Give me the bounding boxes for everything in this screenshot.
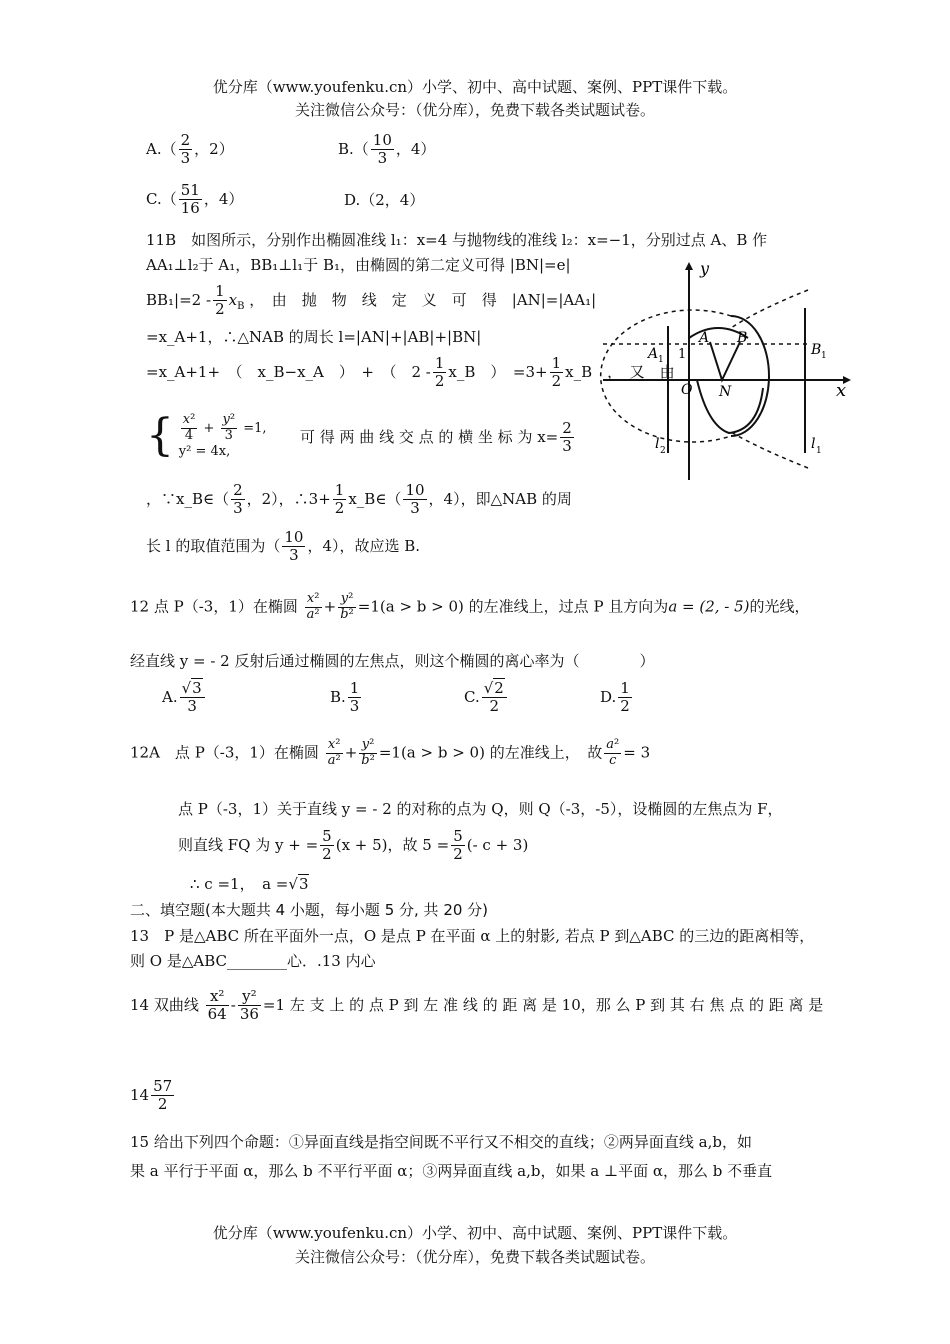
q15-line1: 15 给出下列四个命题：①异面直线是指空间既不平行又不相交的直线；②两异面直线 a,b，如 bbox=[130, 1133, 752, 1151]
section-two-heading: 二、填空题(本大题共 4 小题，每小题 5 分, 共 20 分) bbox=[130, 901, 489, 919]
label-A: A bbox=[699, 330, 710, 346]
sol11-line8: 长 l 的取值范围为（ $\frac{10}{3}$ ，4），故应选 B. bbox=[146, 528, 421, 565]
sol11-line7: ，∵x_B∈（ $\frac{2}{3}$ ，2），∴3+ $\frac{1}{2}$ x_B∈（ $\frac{10}{3}$ ，4），即△NAB 的周 bbox=[146, 481, 572, 518]
q13-line2: 则 O 是△ABC________心．.13 内心 bbox=[130, 952, 376, 970]
sol12-line1: 12A 点 P（-3，1）在椭圆 $\frac{\text{x²}}{\text{a²}}$ + $\frac{\text{y²}}{\text{b²}}$ =1(a > b > 0) 的左准线上， 故 $\frac{\text{a²}}{c}$ = 3 bbox=[130, 737, 651, 768]
q13-line1: 13 P 是△ABC 所在平面外一点，O 是点 P 在平面 α 上的射影, 若点 P 到△ABC 的三边的距离相等， bbox=[130, 927, 815, 945]
q11-option-c: C.（ $\frac{51}{16}$ ，4） bbox=[146, 181, 244, 218]
label-y: y bbox=[700, 259, 710, 278]
q12-option-a: A. $\frac{√3}{3}$ bbox=[162, 680, 207, 716]
label-one: 1 bbox=[678, 347, 687, 362]
footer-line2: 关注微信公众号：（优分库），免费下载各类试题试卷。 bbox=[294, 1248, 655, 1266]
label-A1: A bbox=[648, 346, 659, 362]
q12-line1: 12 点 P（-3，1）在椭圆 $\frac{\text{x²}}{\text{a²}}$ + $\frac{\text{y²}}{\text{b²}}$ =1(a > b > 0) 的左准线上，过点 P 且方向为a = (2, - 5)的光线， bbox=[130, 591, 810, 622]
sol11-line4: =x_A+1，∴△NAB 的周长 l=|AN|+|AB|+|BN| bbox=[146, 328, 482, 346]
sol11-system: { $\frac{\text{x²}}{4}$ + $\frac{\text{y²}}{3}$ =1, y² = 4x, bbox=[146, 410, 267, 461]
q14-line1: 14 双曲线 $\frac{\text{x²}}{64}$ - $\frac{\text{y²}}{36}$ =1 左 支 上 的 点 P 到 左 准 线 的 距 离 是 10，那 么 P 到 其 右 焦 点 的 距 离 是 bbox=[130, 987, 824, 1024]
q11-option-d: D.（2，4） bbox=[344, 191, 425, 209]
sol11-line1: 11B 如图所示，分别作出椭圆准线 l₁：x=4 与抛物线的准线 l₂：x=−1，分别过点 A、B 作 bbox=[146, 231, 768, 249]
label-B: B bbox=[737, 330, 748, 346]
q11-option-a: A.（ $\frac{2}{3}$ ，2） bbox=[146, 131, 234, 168]
sol12-line3: 则直线 FQ 为 y + = $\frac{5}{2}$ (x + 5)，故 5 = $\frac{5}{2}$ (- c + 3) bbox=[178, 827, 529, 864]
label-N: N bbox=[719, 384, 732, 400]
sol12-line2: 点 P（-3，1）关于直线 y = - 2 的对称的点为 Q，则 Q（-3，-5），设椭圆的左焦点为 F， bbox=[178, 800, 783, 818]
q12-option-b: B. $\frac{1}{3}$ bbox=[330, 679, 360, 716]
label-B1: B bbox=[811, 342, 822, 358]
svg-text:1: 1 bbox=[821, 351, 827, 361]
svg-text:2: 2 bbox=[660, 446, 666, 456]
header-line1: 优分库（www.youfenku.cn）小学、初中、高中试题、案例、PPT课件下载。 bbox=[212, 78, 738, 96]
q14-answer: 14 $\frac{57}{2}$ bbox=[130, 1077, 173, 1114]
q15-line2: 果 a 平行于平面 α，那么 b 不平行平面 α；③两异面直线 a,b，如果 a ⊥平面 α，那么 b 不垂直 bbox=[130, 1162, 773, 1180]
sol11-line5: =x_A+1+ （ x_B−x_A ） + （ 2 - $\frac{1}{2}$ x_B ） =3+ $\frac{1}{2}$ x_B ， 又 由 bbox=[146, 354, 675, 391]
sol11-line3: BB₁|=2 - $\frac{1}{2}$ $x_B$ ， 由 抛 物 线 定 义 可 得 |AN|=|AA₁| bbox=[146, 282, 597, 319]
ellipse-parabola-figure bbox=[598, 258, 860, 488]
label-O: O bbox=[681, 382, 693, 398]
q12-option-c: C. $\frac{√2}{2}$ bbox=[464, 680, 509, 716]
svg-text:1: 1 bbox=[816, 446, 822, 456]
label-l2: l bbox=[655, 436, 660, 452]
sol12-line4: ∴ c =1， a =√3 bbox=[190, 875, 309, 893]
label-x: x bbox=[836, 380, 847, 401]
footer-line1: 优分库（www.youfenku.cn）小学、初中、高中试题、案例、PPT课件下载。 bbox=[212, 1224, 738, 1242]
svg-text:1: 1 bbox=[658, 355, 664, 365]
q12-option-d: D. $\frac{1}{2}$ bbox=[600, 679, 630, 716]
sol11-line6: 可 得 两 曲 线 交 点 的 横 坐 标 为 x= $\frac{2}{3}$ bbox=[300, 419, 572, 456]
sol11-line2: AA₁⊥l₂于 A₁，BB₁⊥l₁于 B₁，由椭圆的第二定义可得 |BN|=e| bbox=[146, 256, 571, 274]
q11-option-b: B.（ $\frac{10}{3}$ ，4） bbox=[338, 131, 436, 168]
header-line2: 关注微信公众号：（优分库），免费下载各类试题试卷。 bbox=[294, 101, 655, 119]
q12-line2: 经直线 y = - 2 反射后通过椭圆的左焦点，则这个椭圆的离心率为（ ） bbox=[130, 652, 655, 670]
label-l1: l bbox=[811, 436, 816, 452]
